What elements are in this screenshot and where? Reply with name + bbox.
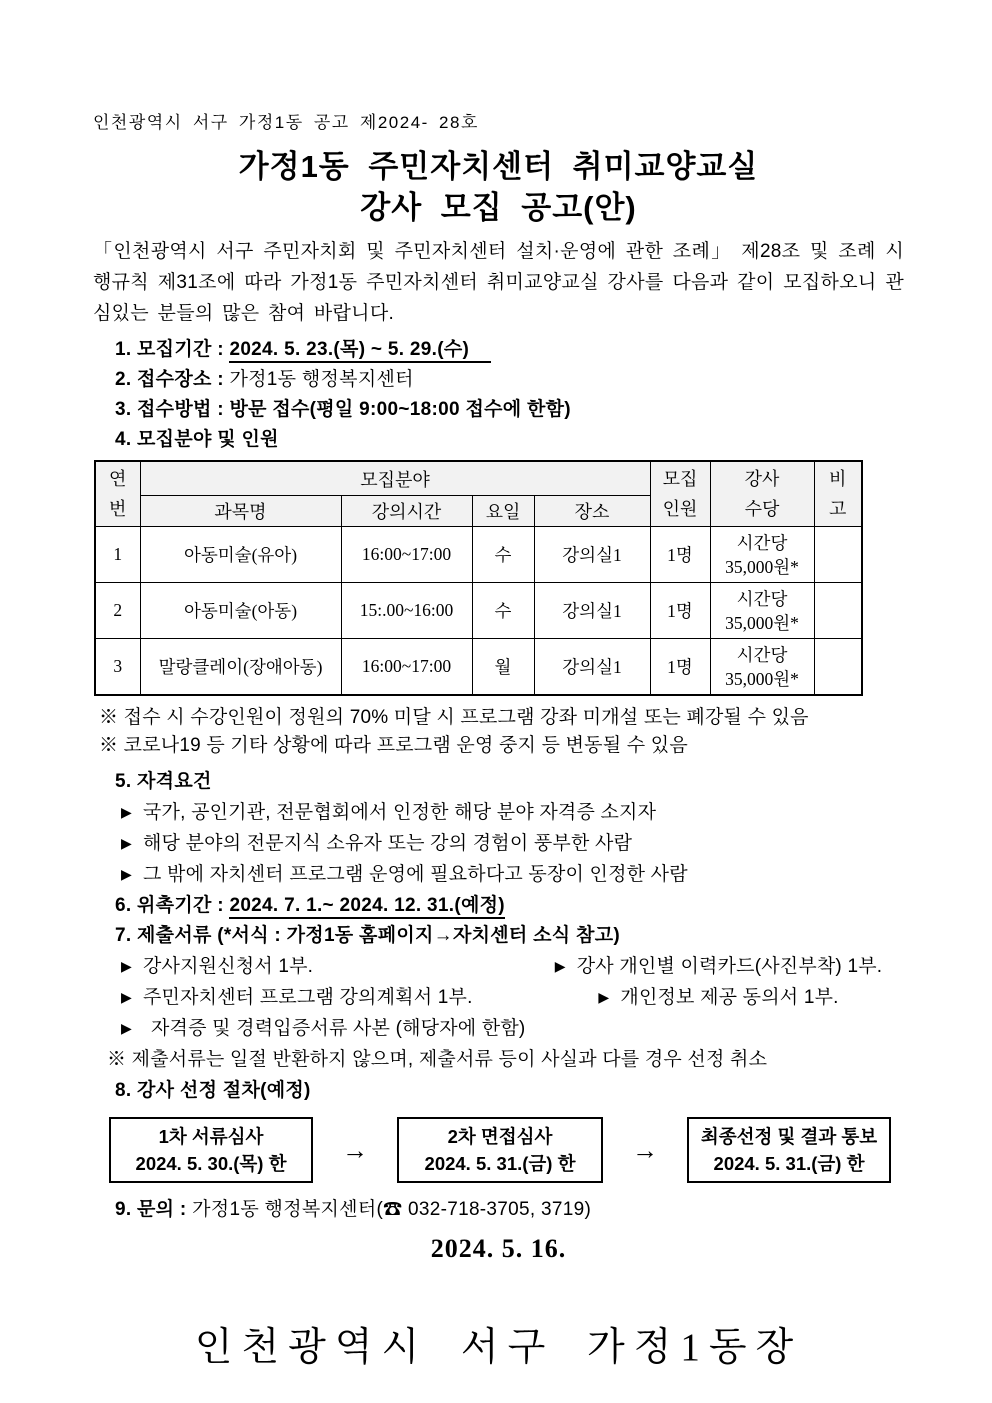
- cell-no: 3: [95, 639, 140, 696]
- process-step-1: [109, 1117, 313, 1183]
- arrow-right-icon: →: [342, 1134, 368, 1165]
- application-place-value: 가정1동 행정복지센터: [229, 369, 414, 390]
- qualification-item: [121, 859, 904, 890]
- title-line-1: 가정1동 주민자치센터 취미교양교실: [238, 149, 759, 184]
- document-item: [121, 951, 555, 982]
- cell-subject: 말랑클레이(장애아동): [140, 639, 341, 696]
- recruit-table: [94, 460, 863, 696]
- col-header-no: 연 번: [95, 461, 140, 527]
- document-row: [121, 982, 904, 1013]
- item-documents-heading: 7. 제출서류 (*서식 : 가정1동 홈페이지→자치센터 소식 참고): [115, 925, 620, 946]
- bullet-icon: ▶: [121, 958, 132, 974]
- qualification-item: [121, 797, 904, 828]
- cell-count: 1명: [650, 639, 710, 696]
- item-application-method: [115, 395, 904, 424]
- cell-place: 강의실1: [534, 639, 650, 696]
- cell-count: 1명: [650, 527, 710, 583]
- process-step-date: 2024. 5. 31.(금) 한: [424, 1153, 576, 1174]
- document-row: [121, 951, 904, 982]
- bullet-icon: ▶: [121, 1020, 132, 1036]
- cell-no: 2: [95, 583, 140, 639]
- table-note-2: ※ 코로나19 등 기타 상황에 따라 프로그램 운영 중지 등 변동될 수 있음: [99, 735, 688, 756]
- col-header-remark: 비 고: [814, 461, 862, 527]
- item-contact: [115, 1195, 904, 1224]
- col-header-field-group: 모집분야: [140, 461, 650, 496]
- cell-remark: [814, 527, 862, 583]
- process-step-date: 2024. 5. 31.(금) 한: [713, 1153, 865, 1174]
- doc-number: 인천광역시 서구 가정1동 공고 제2024- 28호: [93, 113, 479, 132]
- bullet-icon: ▶: [121, 989, 132, 1005]
- qualification-text: 그 밖에 자치센터 프로그램 운영에 필요하다고 동장이 인정한 사람: [143, 864, 688, 885]
- item-label: 1. 모집기간 :: [115, 339, 224, 360]
- signature: 인천광역시 서구 가정1동장: [194, 1326, 803, 1369]
- item-qualifications-heading: 5. 자격요건: [115, 771, 212, 792]
- col-header-time: 강의시간: [341, 496, 472, 527]
- cell-subject: 아동미술(유아): [140, 527, 341, 583]
- table-row: [95, 527, 862, 583]
- item-label: 6. 위촉기간 :: [115, 895, 224, 916]
- item-label: 2. 접수장소 :: [115, 369, 224, 390]
- arrow-right-icon: →: [632, 1134, 658, 1165]
- item-application-place: [115, 365, 904, 394]
- page-title: [93, 146, 904, 228]
- cell-place: 강의실1: [534, 583, 650, 639]
- cell-remark: [814, 583, 862, 639]
- process-step-title: 2차 면접심사: [447, 1126, 553, 1147]
- cell-day: 수: [472, 527, 534, 583]
- bullet-icon: ▶: [554, 958, 566, 974]
- process-step-title: 1차 서류심사: [158, 1126, 264, 1147]
- selection-process-flow: [109, 1117, 891, 1183]
- process-step-date: 2024. 5. 30.(목) 한: [135, 1153, 287, 1174]
- process-step-2: [397, 1117, 603, 1183]
- contact-value: 가정1동 행정복지센터(☎ 032-718-3705, 3719): [192, 1199, 592, 1220]
- item-recruit-period: [115, 335, 904, 364]
- cell-time: 16:00~17:00: [341, 639, 472, 696]
- item-label: 9. 문의 :: [115, 1199, 187, 1220]
- announcement-date: 2024. 5. 16.: [430, 1234, 567, 1263]
- bullet-icon: ▶: [121, 835, 132, 851]
- col-header-subject: 과목명: [140, 496, 341, 527]
- bullet-icon: ▶: [121, 804, 132, 820]
- cell-pay: 시간당 35,000원*: [710, 583, 814, 639]
- table-row: [95, 583, 862, 639]
- bullet-icon: ▶: [121, 866, 132, 882]
- document-text: 강사지원신청서 1부.: [143, 956, 314, 977]
- cell-day: 월: [472, 639, 534, 696]
- document-text: 강사 개인별 이력카드(사진부착) 1부.: [576, 956, 883, 977]
- col-header-place: 장소: [534, 496, 650, 527]
- title-line-2: 강사 모집 공고(안): [360, 190, 637, 225]
- document-text: 자격증 및 경력입증서류 사본 (해당자에 한함): [151, 1018, 526, 1039]
- process-step-3: [687, 1117, 891, 1183]
- item-selection-process-heading: 8. 강사 선정 절차(예정): [115, 1080, 311, 1101]
- cell-pay: 시간당 35,000원*: [710, 527, 814, 583]
- cell-time: 15:.00~16:00: [341, 583, 472, 639]
- item-recruit-fields-heading: 4. 모집분야 및 인원: [115, 429, 279, 450]
- document-item: [598, 982, 904, 1013]
- appointment-period-value: 2024. 7. 1.~ 2024. 12. 31.(예정): [229, 895, 504, 919]
- cell-remark: [814, 639, 862, 696]
- col-header-pay: 강사 수당: [710, 461, 814, 527]
- col-header-day: 요일: [472, 496, 534, 527]
- cell-no: 1: [95, 527, 140, 583]
- col-header-count: 모집 인원: [650, 461, 710, 527]
- document-text: 주민자치센터 프로그램 강의계획서 1부.: [143, 987, 473, 1008]
- document-item: [121, 982, 598, 1013]
- table-row: [95, 639, 862, 696]
- document-text: 개인정보 제공 동의서 1부.: [620, 987, 839, 1008]
- document-item: [121, 1013, 904, 1044]
- document-item: [555, 951, 904, 982]
- cell-place: 강의실1: [534, 527, 650, 583]
- application-method-value: 방문 접수(평일 9:00~18:00 접수에 한함): [229, 399, 571, 420]
- cell-day: 수: [472, 583, 534, 639]
- intro-paragraph: 「인천광역시 서구 주민자치회 및 주민자치센터 설치·운영에 관한 조례」 제28조 및 조례 시행규칙 제31조에 따라 가정1동 주민자치센터 취미교양교실 강사를 다음과 같이 모집하오니 관심있는 분들의 많은 참여 바랍니다.: [93, 241, 904, 324]
- cell-subject: 아동미술(아동): [140, 583, 341, 639]
- recruit-period-value: 2024. 5. 23.(목) ~ 5. 29.(수): [229, 339, 491, 363]
- item-label: 3. 접수방법 :: [115, 399, 224, 420]
- qualification-text: 국가, 공인기관, 전문협회에서 인정한 해당 분야 자격증 소지자: [143, 802, 657, 823]
- table-note-1: ※ 접수 시 수강인원이 정원의 70% 미달 시 프로그램 강좌 미개설 또는 폐강될 수 있음: [99, 707, 809, 728]
- cell-pay: 시간당 35,000원*: [710, 639, 814, 696]
- item-appointment-period: [115, 891, 904, 920]
- cell-count: 1명: [650, 583, 710, 639]
- qualification-text: 해당 분야의 전문지식 소유자 또는 강의 경험이 풍부한 사람: [143, 833, 633, 854]
- process-step-title: 최종선정 및 결과 통보: [700, 1126, 878, 1147]
- cell-time: 16:00~17:00: [341, 527, 472, 583]
- documents-note: ※ 제출서류는 일절 반환하지 않으며, 제출서류 등이 사실과 다를 경우 선정 취소: [107, 1049, 768, 1070]
- bullet-icon: ▶: [598, 989, 610, 1005]
- qualification-item: [121, 828, 904, 859]
